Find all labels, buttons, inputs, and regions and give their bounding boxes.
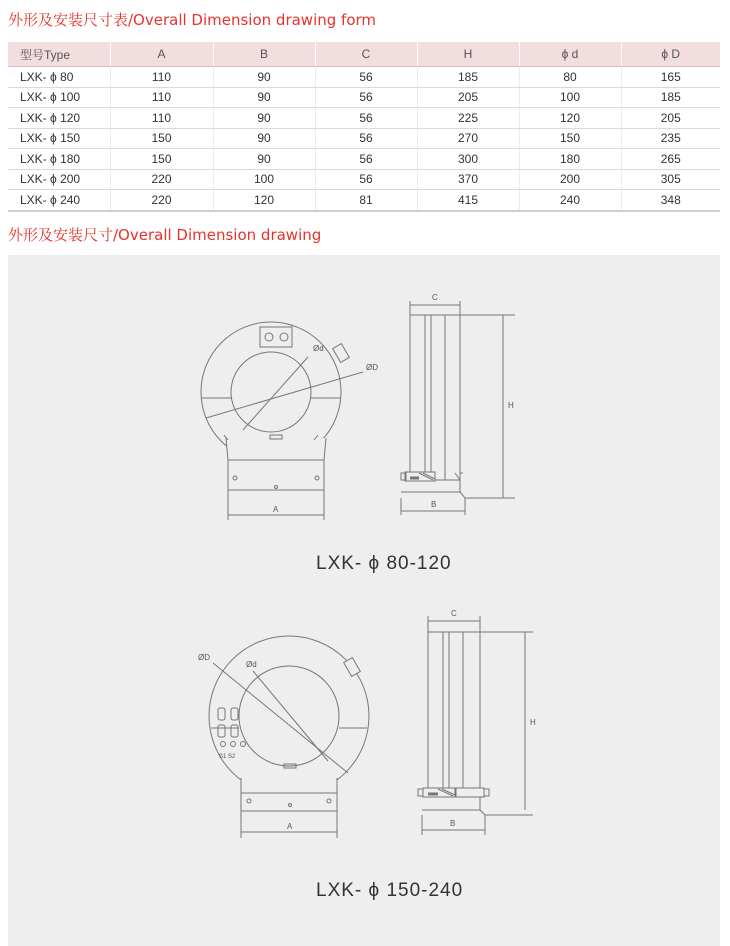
drawing-2-label-d: Ød [246,660,257,669]
value-cell: 81 [315,190,417,211]
value-cell: 348 [621,190,720,211]
value-cell: 56 [315,128,417,149]
value-cell: 205 [621,108,720,129]
drawing-1-front-view [188,320,388,530]
value-cell: 185 [621,87,720,108]
value-cell: 110 [110,67,213,88]
drawing-2-model-label: LXK- ϕ 150-240 [316,880,464,901]
model-cell: LXK- ϕ 200 [8,169,110,190]
drawing-2-label-a: A [287,822,293,831]
value-cell: 110 [110,108,213,129]
drawing-panel [8,255,720,946]
value-cell: 305 [621,169,720,190]
value-cell: 90 [213,108,315,129]
value-cell: 370 [417,169,519,190]
drawing-1-label-a: A [273,505,279,514]
drawing-heading: 外形及安装尺寸/Overall Dimension drawing [8,226,322,244]
drawing-2-label-c: C [451,610,457,618]
drawing-1-label-b: B [431,500,437,509]
dimension-table [8,42,720,212]
header-inner-diameter: ϕ d [519,42,621,67]
value-cell: 56 [315,87,417,108]
value-cell: 180 [519,149,621,170]
model-cell: LXK- ϕ 100 [8,87,110,108]
header-type: 型号Type [8,42,110,67]
value-cell: 120 [519,108,621,129]
drawing-1-label-h: H [508,401,514,410]
value-cell: 265 [621,149,720,170]
table-heading: 外形及安装尺寸表/Overall Dimension drawing form [8,11,377,29]
drawing-2-label-h: H [530,718,536,727]
inner-hole [239,666,339,766]
value-cell: 150 [110,128,213,149]
value-cell: 235 [621,128,720,149]
value-cell: 225 [417,108,519,129]
drawing-1-side-view [383,293,523,523]
value-cell: 110 [110,87,213,108]
value-cell: 56 [315,169,417,190]
table-header-row [8,42,720,67]
header-c: C [315,42,417,67]
value-cell: 56 [315,149,417,170]
header-a: A [110,42,213,67]
model-cell: LXK- ϕ 120 [8,108,110,129]
table-row [8,169,720,190]
drawing-1-label-c: C [432,293,438,302]
model-cell: LXK- ϕ 240 [8,190,110,211]
value-cell: 56 [315,108,417,129]
model-cell: LXK- ϕ 180 [8,149,110,170]
value-cell: 220 [110,169,213,190]
drawing-2-front-view [193,633,393,848]
value-cell: 165 [621,67,720,88]
value-cell: 120 [213,190,315,211]
value-cell: 205 [417,87,519,108]
value-cell: 150 [110,149,213,170]
drawing-1-model-label: LXK- ϕ 80-120 [316,553,452,574]
value-cell: 100 [213,169,315,190]
model-cell: LXK- ϕ 80 [8,67,110,88]
table-row [8,149,720,170]
table-row [8,67,720,88]
drawing-2-terminal-label: S1 S2 [219,754,236,760]
value-cell: 220 [110,190,213,211]
drawing-1-label-d: Ød [313,344,324,353]
value-cell: 240 [519,190,621,211]
value-cell: 90 [213,149,315,170]
header-b: B [213,42,315,67]
table-row [8,87,720,108]
value-cell: 200 [519,169,621,190]
drawing-1-label-outer-d: ØD [366,363,378,372]
value-cell: 415 [417,190,519,211]
value-cell: 90 [213,128,315,149]
header-outer-diameter: ϕ D [621,42,720,67]
value-cell: 90 [213,87,315,108]
table-row [8,108,720,129]
value-cell: 56 [315,67,417,88]
inner-hole [231,352,311,432]
drawing-2-label-b: B [450,819,456,828]
table-row [8,128,720,149]
model-cell: LXK- ϕ 150 [8,128,110,149]
value-cell: 150 [519,128,621,149]
table-row [8,190,720,211]
value-cell: 185 [417,67,519,88]
header-h: H [417,42,519,67]
drawing-2-side-view [408,610,548,845]
drawing-2-label-outer-d: ØD [198,653,210,662]
value-cell: 90 [213,67,315,88]
value-cell: 270 [417,128,519,149]
outer-ring [209,636,369,796]
value-cell: 300 [417,149,519,170]
value-cell: 100 [519,87,621,108]
value-cell: 80 [519,67,621,88]
